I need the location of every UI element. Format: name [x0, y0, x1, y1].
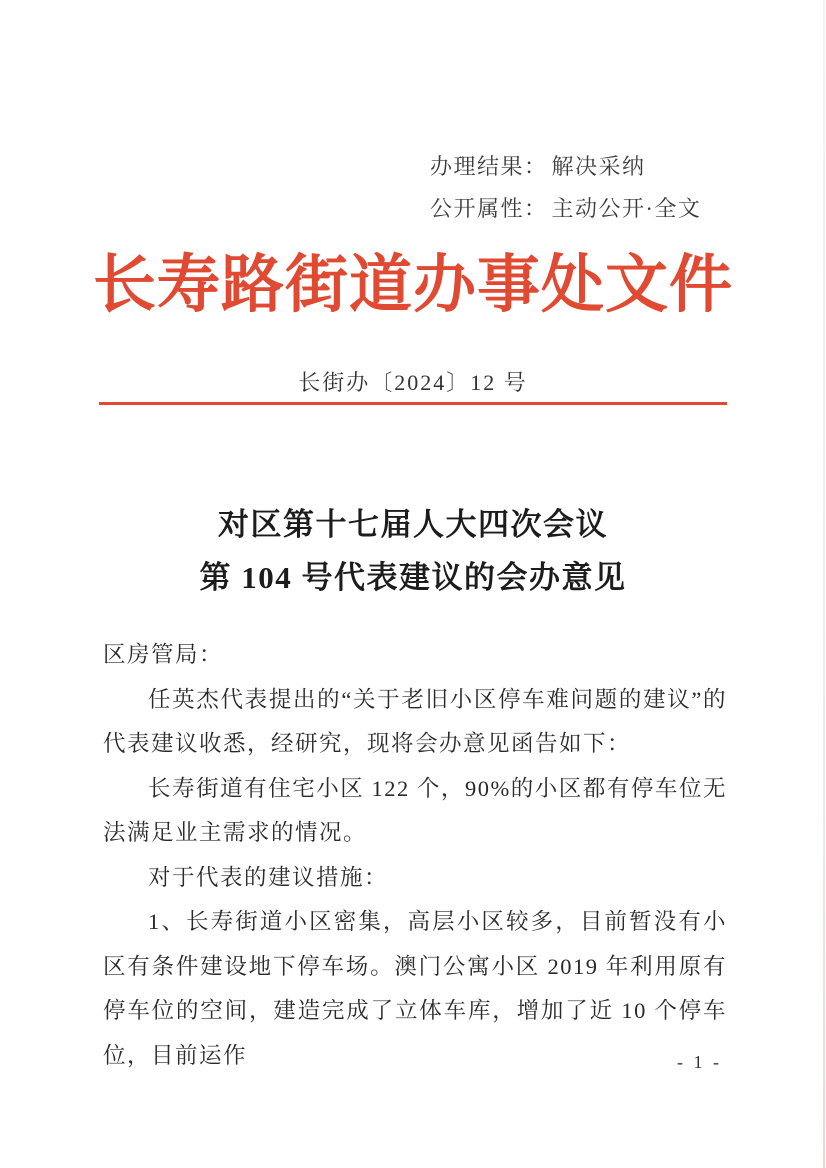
document-title [0, 498, 826, 604]
page-number: - 1 - [677, 1052, 722, 1072]
header-meta [430, 146, 701, 230]
document-title-line2: 第 104 号代表建议的会办意见 [199, 560, 627, 595]
red-divider-line [99, 402, 727, 405]
salutation: 区房管局： [103, 642, 224, 667]
paragraph: 对于代表的建议措施： [148, 864, 389, 890]
paragraph: 任英杰代表提出的“关于老旧小区停车难问题的建议”的代表建议收悉，经研究，现将会办意见函告如下： [103, 686, 727, 756]
document-number: 长街办〔2024〕12 号 [298, 370, 528, 395]
paragraph: 1、长寿街道小区密集，高层小区较多，目前暂没有小区有条件建设地下停车场。澳门公寓小区 2019 年利用原有停车位的空间，建造完成了立体车库，增加了近 10 个停车位，目前运作 [103, 909, 727, 1068]
document-body [103, 633, 727, 1078]
handling-result-label: 办理结果： [430, 154, 548, 179]
handling-result-value: 解决采纳 [551, 154, 646, 179]
publicity-attribute-value: 主动公开·全文 [551, 196, 702, 221]
red-masthead-title: 长寿路街道办事处文件 [93, 250, 733, 320]
document-title-line1: 对区第十七届人大四次会议 [218, 507, 608, 542]
handling-result-row [430, 146, 701, 188]
publicity-attribute-row [430, 188, 701, 230]
paragraph: 长寿街道有住宅小区 122 个，90%的小区都有停车位无法满足业主需求的情况。 [103, 775, 727, 845]
publicity-attribute-label: 公开属性： [430, 196, 548, 221]
